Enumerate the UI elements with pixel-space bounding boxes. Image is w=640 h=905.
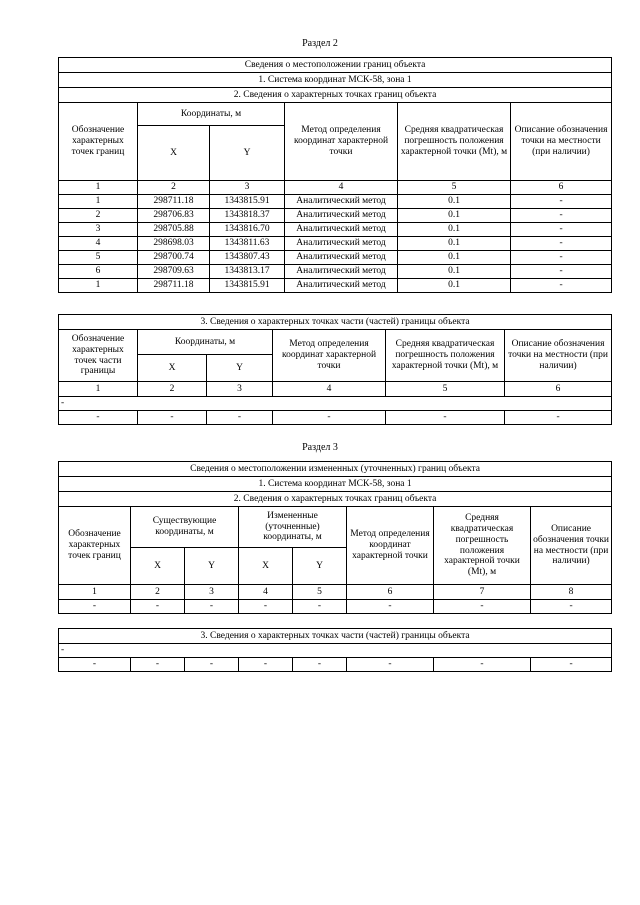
point-id: 2 bbox=[59, 209, 138, 223]
col-number: 1 bbox=[59, 585, 131, 600]
point-cell: - bbox=[531, 600, 612, 614]
col-number: 4 bbox=[273, 382, 386, 397]
table-row bbox=[59, 279, 612, 293]
col-designation: Обозначение характерных точек границ bbox=[59, 507, 131, 585]
col-method: Метод определения координат характерной точки bbox=[285, 103, 398, 181]
table-row bbox=[59, 209, 612, 223]
point-id: 5 bbox=[59, 251, 138, 265]
table-row bbox=[59, 411, 612, 425]
point-accuracy: 0.1 bbox=[398, 237, 511, 251]
part-cell: - bbox=[59, 658, 131, 672]
section-2-parts-table bbox=[58, 314, 612, 425]
col-y: Y bbox=[293, 548, 347, 585]
col-number: 6 bbox=[511, 181, 612, 195]
point-accuracy: 0.1 bbox=[398, 195, 511, 209]
point-x: 298711.18 bbox=[138, 279, 210, 293]
subsection-points-title: 2. Сведения о характерных точках границ объекта bbox=[59, 88, 612, 103]
section-3-parts-table bbox=[58, 628, 612, 672]
col-designation: Обозначение характерных точек части границы bbox=[59, 330, 138, 382]
col-coordinates: Координаты, м bbox=[138, 330, 273, 355]
col-x: X bbox=[239, 548, 293, 585]
col-x: X bbox=[138, 355, 207, 382]
point-cell: - bbox=[59, 600, 131, 614]
point-cell: - bbox=[239, 600, 293, 614]
point-description: - bbox=[511, 209, 612, 223]
point-x: 298700.74 bbox=[138, 251, 210, 265]
col-number: 5 bbox=[293, 585, 347, 600]
point-method: Аналитический метод bbox=[285, 195, 398, 209]
col-number: 3 bbox=[207, 382, 273, 397]
col-number: 6 bbox=[347, 585, 434, 600]
table-row bbox=[59, 237, 612, 251]
col-description: Описание обозначения точки на местности (при наличии) bbox=[511, 103, 612, 181]
col-number: 8 bbox=[531, 585, 612, 600]
part-cell: - bbox=[386, 411, 505, 425]
coord-system-label: 1. Система координат МСК-58, зона 1 bbox=[59, 477, 612, 492]
col-number: 6 bbox=[505, 382, 612, 397]
point-y: 1343811.63 bbox=[210, 237, 285, 251]
part-cell: - bbox=[185, 658, 239, 672]
point-x: 298698.03 bbox=[138, 237, 210, 251]
point-y: 1343818.37 bbox=[210, 209, 285, 223]
point-description: - bbox=[511, 237, 612, 251]
table-row bbox=[59, 223, 612, 237]
table-row bbox=[59, 195, 612, 209]
point-description: - bbox=[511, 223, 612, 237]
part-cell: - bbox=[347, 658, 434, 672]
section-3-title: Раздел 3 bbox=[302, 442, 338, 453]
point-id: 4 bbox=[59, 237, 138, 251]
col-method: Метод определения координат характерной точки bbox=[273, 330, 386, 382]
point-cell: - bbox=[434, 600, 531, 614]
part-cell: - bbox=[293, 658, 347, 672]
point-method: Аналитический метод bbox=[285, 209, 398, 223]
col-changed-coordinates: Измененные (уточненные) координаты, м bbox=[239, 507, 347, 548]
col-y: Y bbox=[207, 355, 273, 382]
point-cell: - bbox=[131, 600, 185, 614]
section-3-points-table bbox=[58, 461, 612, 614]
col-number: 4 bbox=[239, 585, 293, 600]
point-method: Аналитический метод bbox=[285, 223, 398, 237]
col-description: Описание обозначения точки на местности (при наличии) bbox=[531, 507, 612, 585]
col-y: Y bbox=[210, 126, 285, 181]
col-accuracy: Средняя квадратическая погрешность положения характерной точки (Mt), м bbox=[386, 330, 505, 382]
subsection-parts-title: 3. Сведения о характерных точках части (частей) границы объекта bbox=[59, 315, 612, 330]
point-id: 6 bbox=[59, 265, 138, 279]
point-cell: - bbox=[185, 600, 239, 614]
col-number: 1 bbox=[59, 382, 138, 397]
point-cell: - bbox=[293, 600, 347, 614]
part-cell: - bbox=[138, 411, 207, 425]
part-cell: - bbox=[531, 658, 612, 672]
point-accuracy: 0.1 bbox=[398, 251, 511, 265]
part-label: - bbox=[59, 397, 612, 411]
point-y: 1343816.70 bbox=[210, 223, 285, 237]
section-2-header: Сведения о местоположении границ объекта bbox=[59, 58, 612, 73]
table-row bbox=[59, 600, 612, 614]
point-accuracy: 0.1 bbox=[398, 279, 511, 293]
col-number: 2 bbox=[138, 181, 210, 195]
col-accuracy: Средняя квадратическая погрешность положения характерной точки (Mt), м bbox=[434, 507, 531, 585]
col-number: 7 bbox=[434, 585, 531, 600]
section-2-points-table bbox=[58, 57, 612, 293]
part-cell: - bbox=[505, 411, 612, 425]
point-id: 3 bbox=[59, 223, 138, 237]
point-method: Аналитический метод bbox=[285, 265, 398, 279]
col-designation: Обозначение характерных точек границ bbox=[59, 103, 138, 181]
point-x: 298711.18 bbox=[138, 195, 210, 209]
point-method: Аналитический метод bbox=[285, 251, 398, 265]
part-cell: - bbox=[239, 658, 293, 672]
point-cell: - bbox=[347, 600, 434, 614]
point-x: 298706.83 bbox=[138, 209, 210, 223]
point-id: 1 bbox=[59, 279, 138, 293]
col-number: 1 bbox=[59, 181, 138, 195]
table-row bbox=[59, 658, 612, 672]
point-accuracy: 0.1 bbox=[398, 223, 511, 237]
point-y: 1343813.17 bbox=[210, 265, 285, 279]
point-y: 1343815.91 bbox=[210, 195, 285, 209]
part-cell: - bbox=[207, 411, 273, 425]
point-description: - bbox=[511, 265, 612, 279]
col-x: X bbox=[131, 548, 185, 585]
col-coordinates: Координаты, м bbox=[138, 103, 285, 126]
part-cell: - bbox=[131, 658, 185, 672]
col-number: 5 bbox=[398, 181, 511, 195]
point-x: 298709.63 bbox=[138, 265, 210, 279]
col-number: 3 bbox=[210, 181, 285, 195]
col-number: 2 bbox=[131, 585, 185, 600]
section-2-title: Раздел 2 bbox=[302, 38, 338, 49]
point-y: 1343815.91 bbox=[210, 279, 285, 293]
col-existing-coordinates: Существующие координаты, м bbox=[131, 507, 239, 548]
table-row bbox=[59, 265, 612, 279]
point-y: 1343807.43 bbox=[210, 251, 285, 265]
section-3-header: Сведения о местоположении измененных (уточненных) границ объекта bbox=[59, 462, 612, 477]
point-accuracy: 0.1 bbox=[398, 265, 511, 279]
col-method: Метод определения координат характерной точки bbox=[347, 507, 434, 585]
part-cell: - bbox=[59, 411, 138, 425]
point-description: - bbox=[511, 195, 612, 209]
part-cell: - bbox=[273, 411, 386, 425]
col-number: 5 bbox=[386, 382, 505, 397]
col-y: Y bbox=[185, 548, 239, 585]
col-description: Описание обозначения точки на местности (при наличии) bbox=[505, 330, 612, 382]
point-x: 298705.88 bbox=[138, 223, 210, 237]
col-number: 2 bbox=[138, 382, 207, 397]
point-description: - bbox=[511, 279, 612, 293]
coord-system-label: 1. Система координат МСК-58, зона 1 bbox=[59, 73, 612, 88]
point-description: - bbox=[511, 251, 612, 265]
col-number: 3 bbox=[185, 585, 239, 600]
col-x: X bbox=[138, 126, 210, 181]
part-cell: - bbox=[434, 658, 531, 672]
part-label: - bbox=[59, 644, 612, 658]
col-number: 4 bbox=[285, 181, 398, 195]
col-accuracy: Средняя квадратическая погрешность положения характерной точки (Mt), м bbox=[398, 103, 511, 181]
point-method: Аналитический метод bbox=[285, 237, 398, 251]
point-accuracy: 0.1 bbox=[398, 209, 511, 223]
table-row bbox=[59, 251, 612, 265]
point-method: Аналитический метод bbox=[285, 279, 398, 293]
point-id: 1 bbox=[59, 195, 138, 209]
subsection-points-title: 2. Сведения о характерных точках границ объекта bbox=[59, 492, 612, 507]
subsection-parts-title: 3. Сведения о характерных точках части (частей) границы объекта bbox=[59, 629, 612, 644]
